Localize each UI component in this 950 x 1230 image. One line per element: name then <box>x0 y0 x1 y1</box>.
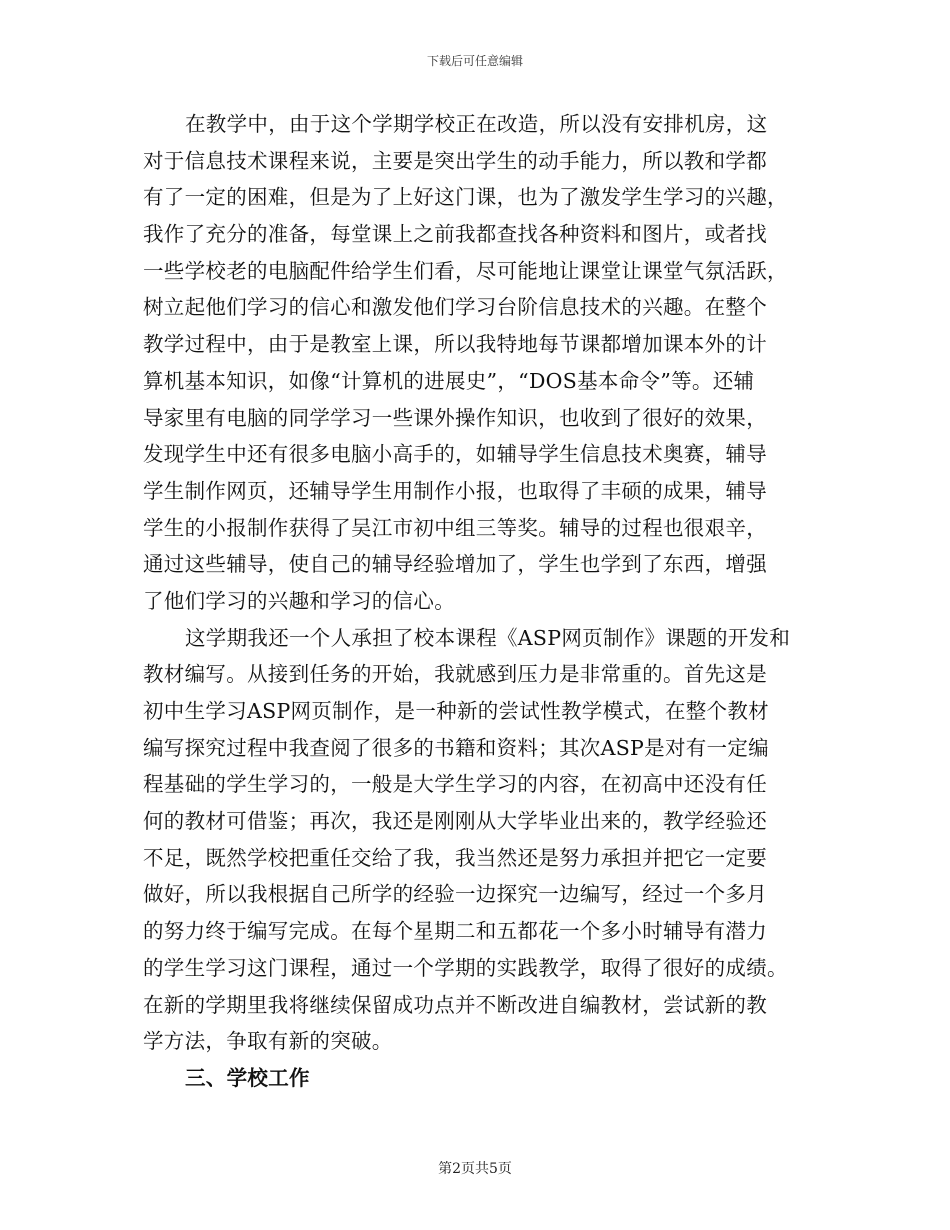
page-header: 下载后可任意编辑 <box>426 54 523 68</box>
text-line: 程基础的学生学习的，一般是大学生学习的内容，在初高中还没有任 <box>143 772 767 797</box>
text-line: 有了一定的困难，但是为了上好这门课，也为了激发学生学习的兴趣， <box>143 185 788 210</box>
text-line: 编写探究过程中我查阅了很多的书籍和资料；其次ASP是对有一定编 <box>143 735 769 760</box>
text-line: 做好，所以我根据自己所学的经验一边探究一边编写，经过一个多月 <box>143 882 767 907</box>
text-line: 学方法，争取有新的突破。 <box>143 1029 393 1054</box>
text-line: 树立起他们学习的信心和激发他们学习台阶信息技术的兴趣。在整个 <box>143 295 767 320</box>
text-line: 不足，既然学校把重任交给了我，我当然还是努力承担并把它一定要 <box>143 845 767 870</box>
text-line: 的努力终于编写完成。在每个星期二和五都花一个多小时辅导有潜力 <box>143 919 767 944</box>
page-number: 第2页共5页 <box>438 1161 512 1177</box>
text-line: 这学期我还一个人承担了校本课程《ASP网页制作》课题的开发和 <box>185 625 791 650</box>
text-line: 何的教材可借鉴；再次，我还是刚刚从大学毕业出来的，教学经验还 <box>143 809 767 834</box>
text-line: 导家里有电脑的同学学习一些课外操作知识，也收到了很好的效果， <box>143 405 767 430</box>
text-line: 学生的小报制作获得了吴江市初中组三等奖。辅导的过程也很艰辛， <box>143 515 767 540</box>
text-line: 在教学中，由于这个学期学校正在改造，所以没有安排机房，这 <box>185 112 768 136</box>
text-line: 学生制作网页，还辅导学生用制作小报，也取得了丰硕的成果，辅导 <box>143 478 767 503</box>
paragraph-asp-course <box>143 620 811 1060</box>
text-line: 初中生学习ASP网页制作，是一种新的尝试性教学模式，在整个教材 <box>143 699 769 723</box>
text-line: 对于信息技术课程来说，主要是突出学生的动手能力，所以教和学都 <box>143 148 767 173</box>
document-body <box>143 106 811 1097</box>
text-line: 一些学校老的电脑配件给学生们看，尽可能地让课堂让课堂气氛活跃， <box>143 258 788 283</box>
section-heading: 三、学校工作 <box>185 1065 310 1090</box>
text-line: 教学过程中，由于是教室上课，所以我特地每节课都增加课本外的计 <box>143 332 767 357</box>
text-line: 的学生学习这门课程，通过一个学期的实践教学，取得了很好的成绩。 <box>143 955 788 980</box>
text-line: 了他们学习的兴趣和学习的信心。 <box>143 588 455 613</box>
text-line: 算机基本知识，如像“计算机的进展史”，“DOS基本命令”等。还辅 <box>143 368 755 393</box>
text-line: 在新的学期里我将继续保留成功点并不断改进自编教材，尝试新的教 <box>143 992 767 1017</box>
paragraph-teaching <box>143 106 811 620</box>
text-line: 教材编写。从接到任务的开始，我就感到压力是非常重的。首先这是 <box>143 662 767 687</box>
text-line: 通过这些辅导，使自己的辅导经验增加了，学生也学到了东西，增强 <box>143 552 767 577</box>
text-line: 我作了充分的准备，每堂课上之前我都查找各种资料和图片，或者找 <box>143 222 767 247</box>
text-line: 发现学生中还有很多电脑小高手的，如辅导学生信息技术奥赛，辅导 <box>143 442 767 467</box>
